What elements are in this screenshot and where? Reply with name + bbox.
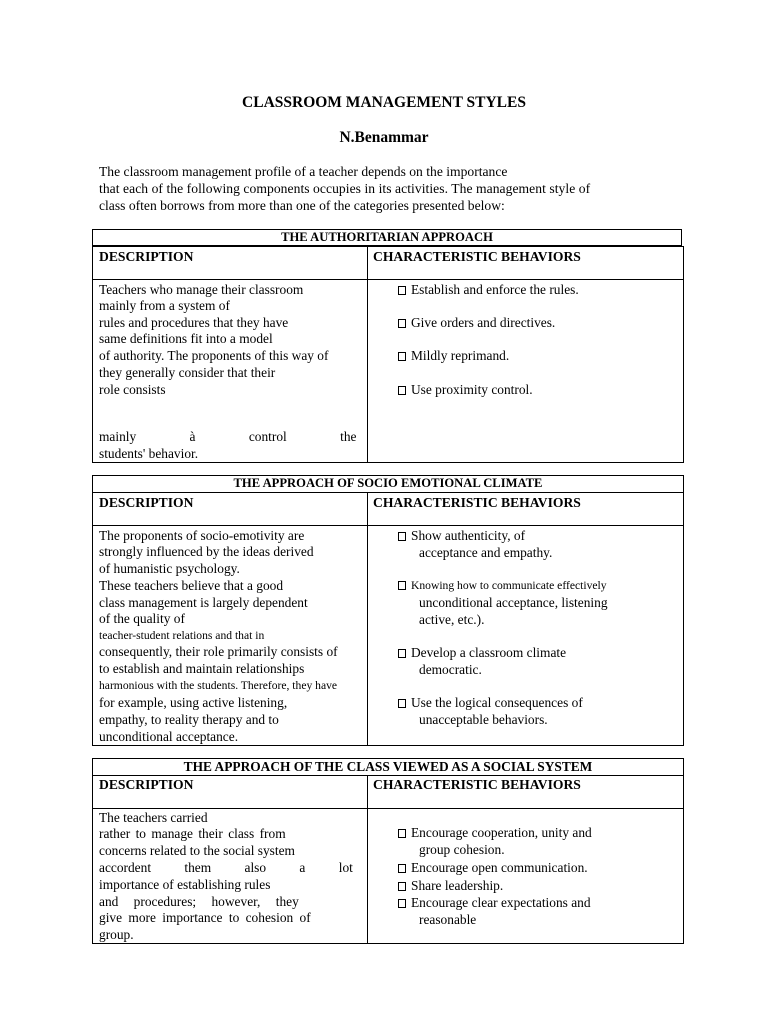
table3-header-divider <box>92 775 684 776</box>
checkbox-icon <box>398 319 406 328</box>
table3-desc-line: concerns related to the social system <box>99 843 295 858</box>
table3-behavior <box>398 860 588 876</box>
table2-desc-line: strongly influenced by the ideas derived <box>99 544 314 559</box>
table3-col-divider <box>367 775 368 944</box>
table3-behavior <box>398 895 591 911</box>
table2-behavior <box>398 528 525 544</box>
table2-behavior <box>398 645 566 661</box>
table2-desc-line: harmonious with the students. Therefore, they have <box>99 679 338 692</box>
checkbox-icon <box>398 864 406 873</box>
table2-behavior-cont: democratic. <box>419 662 482 677</box>
checkbox-icon <box>398 649 406 658</box>
table2-desc-line: of humanistic psychology. <box>99 561 240 576</box>
checkbox-icon <box>398 386 406 395</box>
table2-desc-line: to establish and maintain relationships <box>99 661 305 676</box>
table3-behavior-text: Encourage clear expectations and <box>411 895 591 910</box>
checkbox-icon <box>398 699 406 708</box>
table2-behavior-text: Show authenticity, of <box>411 528 526 543</box>
table2-behavior-cont: active, etc.). <box>419 612 485 627</box>
table2-desc-line: class management is largely dependent <box>99 595 308 610</box>
table2-behavior-text: Use the logical consequences of <box>411 695 583 710</box>
table2-desc-line: of the quality of <box>99 611 185 626</box>
table3-behavior-cont: reasonable <box>419 912 477 927</box>
table3-behavior-cont: group cohesion. <box>419 842 505 857</box>
document-author: N.Benammar <box>339 129 429 146</box>
table3-desc-line: importance of establishing rules <box>99 877 271 892</box>
table2-divider <box>92 525 684 526</box>
checkbox-icon <box>398 581 406 590</box>
table2-behavior <box>398 695 583 711</box>
table1-behavior <box>398 382 533 398</box>
intro-line-2-text: that each of the following components occupies in its activities. The management style of <box>99 181 591 196</box>
table2-behavior-cont: unconditional acceptance, listening <box>419 595 608 610</box>
table2-behavior-text: Knowing how to communicate effectively <box>411 579 607 592</box>
intro-line-1: The classroom management profile of a teacher depends on the importance <box>99 164 508 179</box>
table2-desc-line: for example, using active listening, <box>99 695 288 710</box>
table2-col-divider <box>367 492 368 746</box>
table1-desc-line: students' behavior. <box>99 446 199 461</box>
table2-desc-line: These teachers believe that a good <box>99 578 284 593</box>
table1-desc-line: mainly à control the <box>99 429 357 444</box>
table3-behavior <box>398 878 503 894</box>
table1-divider <box>92 279 684 280</box>
table3-desc-line: and procedures; however, they <box>99 894 299 909</box>
checkbox-icon <box>398 352 406 361</box>
table3-behavior-text: Encourage cooperation, unity and <box>411 825 592 840</box>
table1-behavior-text: Give orders and directives. <box>411 315 556 330</box>
table3-divider <box>92 808 684 809</box>
table2-desc-line: The proponents of socio-emotivity are <box>99 528 305 543</box>
table2-desc-line: empathy, to reality therapy and to <box>99 712 279 727</box>
checkbox-icon <box>398 829 406 838</box>
checkbox-icon <box>398 532 406 541</box>
table2-behavior-text: Develop a classroom climate <box>411 645 567 660</box>
table3-col-description: DESCRIPTION <box>99 777 194 792</box>
table2-behavior-cont: acceptance and empathy. <box>419 545 553 560</box>
table3-desc-line: accordent them also a lot <box>99 860 353 875</box>
table1-desc-line: they generally consider that their <box>99 365 276 380</box>
table2-header: THE APPROACH OF SOCIO EMOTIONAL CLIMATE <box>233 476 543 490</box>
table3-desc-line: rather to manage their class from <box>99 826 286 841</box>
table2-col-behaviors: CHARACTERISTIC BEHAVIORS <box>373 495 581 510</box>
checkbox-icon <box>398 899 406 908</box>
table3-col-behaviors: CHARACTERISTIC BEHAVIORS <box>373 777 581 792</box>
checkbox-icon <box>398 286 406 295</box>
table1-behavior <box>398 348 509 364</box>
table1-desc-line: of authority. The proponents of this way of <box>99 348 329 363</box>
table2-desc-line: consequently, their role primarily consists of <box>99 644 338 659</box>
table1-header: THE AUTHORITARIAN APPROACH <box>281 230 493 244</box>
table2-behavior-cont: unacceptable behaviors. <box>419 712 548 727</box>
table1-desc-line: role consists <box>99 382 166 397</box>
table1-col-divider <box>367 246 368 463</box>
table2-col-description: DESCRIPTION <box>99 495 194 510</box>
table3-behavior-text: Encourage open communication. <box>411 860 588 875</box>
table1-desc-line <box>99 282 355 298</box>
table3-header: THE APPROACH OF THE CLASS VIEWED AS A SOCIAL SYSTEM <box>183 759 593 774</box>
intro-line-3: class often borrows from more than one of the categories presented below: <box>99 198 505 213</box>
table2-header-divider <box>92 492 684 493</box>
document-title: CLASSROOM MANAGEMENT STYLES <box>242 94 526 111</box>
table1-behavior-text: Use proximity control. <box>411 382 533 397</box>
intro-line-2 <box>99 180 679 197</box>
table1-col-description: DESCRIPTION <box>99 249 194 264</box>
table2-desc-line: teacher-student relations and that in <box>99 629 265 642</box>
table1-col-behaviors: CHARACTERISTIC BEHAVIORS <box>373 249 581 264</box>
table1-desc-line: mainly from a system of <box>99 298 230 313</box>
table3-desc-line: The teachers carried <box>99 810 208 825</box>
table2-desc-line: unconditional acceptance. <box>99 729 239 744</box>
table1-behavior-text: Mildly reprimand. <box>411 348 510 363</box>
table2-behavior <box>398 578 607 594</box>
table3-behavior <box>398 825 592 841</box>
table1-behavior <box>398 315 555 331</box>
table3-desc-line: group. <box>99 927 134 942</box>
table1-desc-line: rules and procedures that they have <box>99 315 289 330</box>
table3-behavior-text: Share leadership. <box>411 878 504 893</box>
table1-behavior <box>398 282 579 298</box>
table1-desc-line: same definitions fit into a model <box>99 331 273 346</box>
table1-desc-text: Teachers who manage their classroom <box>99 282 304 297</box>
table3-desc-line: give more importance to cohesion of <box>99 910 311 925</box>
table1-behavior-text: Establish and enforce the rules. <box>411 282 579 297</box>
checkbox-icon <box>398 882 406 891</box>
